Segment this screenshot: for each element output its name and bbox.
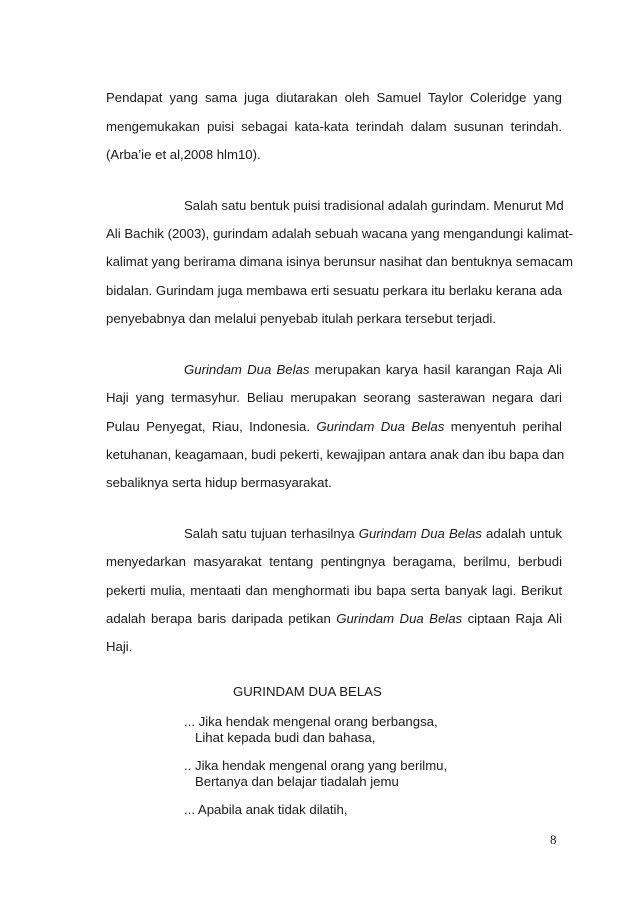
gurindam-title-italic: Gurindam Dua Belas xyxy=(316,419,445,434)
paragraph-4-line-1-before: Salah satu tujuan terhasilnya xyxy=(184,526,359,541)
paragraph-1-line-2: mengemukakan puisi sebagai kata-kata terindah dalam susunan terindah. xyxy=(106,119,562,134)
paragraph-3-line-3-before: Pulau Penyegat, Riau, Indonesia. xyxy=(106,419,317,434)
paragraph-3-line-3 xyxy=(106,418,562,435)
poem-stanza-1-line-1: ... Jika hendak mengenal orang berbangsa, xyxy=(184,714,438,729)
paragraph-3-line-5: sebaliknya serta hidup bermasyarakat. xyxy=(106,475,332,490)
paragraph-4-line-3: pekerti mulia, mentaati dan menghormati ibu bapa serta banyak lagi. Berikut xyxy=(106,583,562,598)
paragraph-1-line-1: Pendapat yang sama juga diutarakan oleh Samuel Taylor Coleridge yang xyxy=(106,90,562,105)
paragraph-4-line-1 xyxy=(184,525,562,542)
gurindam-title-italic: Gurindam Dua Belas xyxy=(184,362,310,377)
paragraph-4-line-5: Haji. xyxy=(106,639,133,654)
gurindam-title-italic: Gurindam Dua Belas xyxy=(336,611,463,626)
paragraph-3-line-4: ketuhanan, keagamaan, budi pekerti, kewajipan antara anak dan ibu bapa dan xyxy=(106,447,565,462)
paragraph-4-line-4-before: adalah berapa baris daripada petikan xyxy=(106,611,337,626)
paragraph-1-line-3: (Arba’ie et al,2008 hlm10). xyxy=(106,147,261,162)
gurindam-title-italic: Gurindam Dua Belas xyxy=(358,526,482,541)
paragraph-2-line-1: Salah satu bentuk puisi tradisional adalah gurindam. Menurut Md xyxy=(184,198,564,213)
paragraph-3-line-1 xyxy=(184,361,562,378)
paragraph-4-line-4 xyxy=(106,610,562,627)
poem-title: GURINDAM DUA BELAS xyxy=(233,684,382,699)
paragraph-4-line-2: menyedarkan masyarakat tentang pentingnya beragama, berilmu, berbudi xyxy=(106,554,562,569)
poem-stanza-2-line-2: Bertanya dan belajar tiadalah jemu xyxy=(195,774,399,789)
paragraph-3-line-2: Haji yang termasyhur. Beliau merupakan seorang sasterawan negara dari xyxy=(106,390,562,405)
paragraph-2-line-2: Ali Bachik (2003), gurindam adalah sebuah wacana yang mengandungi kalimat- xyxy=(106,226,573,241)
paragraph-2-line-5: penyebabnya dan melalui penyebab itulah perkara tersebut terjadi. xyxy=(106,311,497,326)
poem-stanza-3-line-1: ... Apabila anak tidak dilatih, xyxy=(184,802,348,817)
page-number: 8 xyxy=(550,832,557,847)
paragraph-3-line-1-rest: merupakan karya hasil karangan Raja Ali xyxy=(309,362,562,377)
paragraph-3-line-3-after: menyentuh perihal xyxy=(444,419,562,434)
paragraph-4-line-4-after: ciptaan Raja Ali xyxy=(462,611,562,626)
poem-stanza-1-line-2: Lihat kepada budi dan bahasa, xyxy=(195,730,376,745)
poem-stanza-2-line-1: .. Jika hendak mengenal orang yang berilmu, xyxy=(184,758,448,773)
paragraph-2-line-4: bidalan. Gurindam juga membawa erti sesuatu perkara itu berlaku kerana ada xyxy=(106,283,562,298)
paragraph-4-line-1-after: adalah untuk xyxy=(481,526,562,541)
paragraph-2-line-3: kalimat yang berirama dimana isinya berunsur nasihat dan bentuknya semacam xyxy=(106,254,573,269)
